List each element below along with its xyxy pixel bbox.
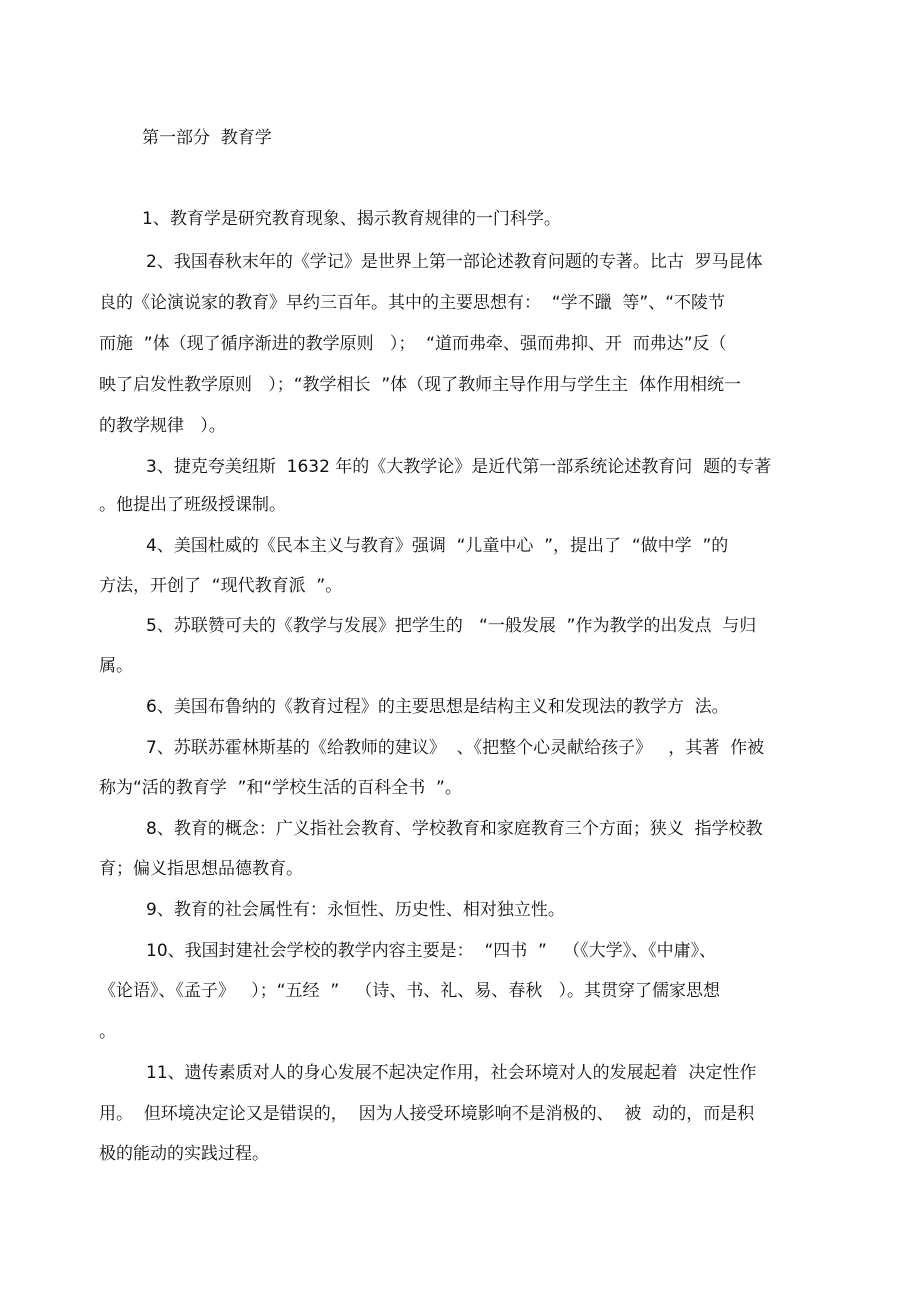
text-line: 而施 ”体（现了循序渐进的教学原则 ）； “道而弗牵、强而弗抑、开 而弗达”反（ [99, 334, 727, 354]
text-line: 方法，开创了 “现代教育派 ”。 [99, 576, 343, 596]
text-line: 4、美国杜威的《民本主义与教育》强调 “儿童中心 ”，提出了 “做中学 ”的 [146, 536, 729, 556]
text-line: 育；偏义指思想品德教育。 [99, 859, 303, 879]
text-line: 属。 [99, 656, 133, 676]
text-line: 10、我国封建社会学校的教学内容主要是： “四书 ” （《大学》、《中庸》、 [146, 941, 717, 961]
text-line: 5、苏联赞可夫的《教学与发展》把学生的 “一般发展 ”作为教学的出发点 与归 [146, 616, 757, 636]
text-line: 8、教育的概念：广义指社会教育、学校教育和家庭教育三个方面；狭义 指学校教 [146, 819, 763, 839]
text-line: 良的《论演说家的教育》早约三百年。其中的主要思想有： “学不躐 等”、“不陵节 [99, 293, 726, 313]
text-line: 9、教育的社会属性有：永恒性、历史性、相对独立性。 [146, 900, 565, 920]
text-line: 映了启发性教学原则 ）；“教学相长 ”体（现了教师主导作用与学生主 体作用相统一 [99, 375, 741, 395]
text-line: 。 [99, 1022, 116, 1042]
text-line: 1、教育学是研究教育现象、揭示教育规律的一门科学。 [142, 209, 561, 229]
section-title: 第一部分 教育学 [142, 128, 272, 148]
text-line: 的教学规律 ）。 [99, 416, 226, 436]
text-line: 称为“活的教育学 ”和“学校生活的百科全书 ”。 [99, 778, 462, 798]
text-line: 2、我国春秋末年的《学记》是世界上第一部论述教育问题的专著。比古 罗马昆体 [146, 252, 763, 272]
text-line: 用。 但环境决定论又是错误的， 因为人接受环境影响不是消极的、 被 动的，而是积 [99, 1104, 755, 1124]
text-line: 7、苏联苏霍林斯基的《给教师的建议》 、《把整个心灵献给孩子》 ，其著 作被 [146, 738, 765, 758]
text-line: 11、遗传素质对人的身心发展不起决定作用，社会环境对人的发展起着 决定性作 [146, 1063, 757, 1083]
text-line: 3、捷克夸美纽斯 1632 年的《大教学论》是近代第一部系统论述教育问 题的专著 [146, 457, 772, 477]
text-line: 6、美国布鲁纳的《教育过程》的主要思想是结构主义和发现法的教学方 法。 [146, 697, 729, 717]
text-line: 。他提出了班级授课制。 [99, 495, 286, 515]
text-line: 极的能动的实践过程。 [99, 1144, 269, 1164]
text-line: 《论语》、《孟子》 ）；“五经 ” （诗、书、礼、易、春秋 ）。其贯穿了儒家思想 [99, 981, 721, 1001]
